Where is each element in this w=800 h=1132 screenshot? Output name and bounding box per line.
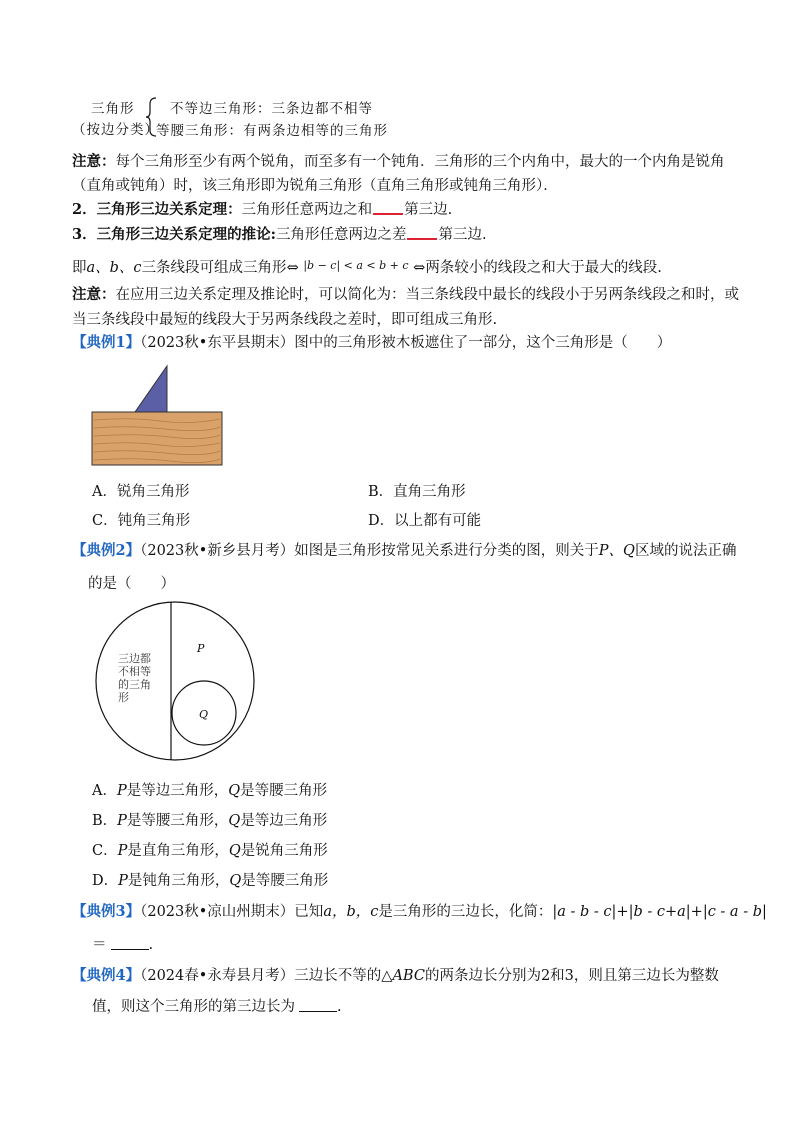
- example-2-question-line-2: 的是（ ）: [88, 576, 175, 592]
- diagram-left-text-1: 三边都: [118, 652, 151, 665]
- diagram-left-text-3: 的三角: [118, 678, 151, 691]
- example-4-question: 【典例4】（2024春•永寿县月考）三边长不等的△ABC的两条边长分别为2和3，则且第三边长为整数: [72, 967, 719, 984]
- equivalence-symbol: ⇔: [413, 260, 426, 276]
- example-1-tag: 【典例1】: [72, 334, 141, 351]
- note-2-label: 注意：: [72, 286, 116, 303]
- example-1-option-b[interactable]: B．直角三角形: [368, 484, 466, 500]
- region-q-label: Q: [199, 708, 209, 721]
- inference-line: 即a、b、c三条线段可组成三角形⇔ |b − c| < a < b + c ⇔两条较小的线段之和大于最大的线段.: [72, 256, 662, 278]
- note-2-line-1: 注意：在应用三边关系定理及推论时，可以简化为：当三条线段中最长的线段小于另两条线段之和时，或: [72, 286, 739, 303]
- note-1-line-2: （直角或钝角）时，该三角形即为锐角三角形（直角三角形或钝角三角形）．: [72, 178, 558, 194]
- example-2-option-d[interactable]: D．P是钝角三角形，Q是等腰三角形: [92, 873, 329, 889]
- answer-blank[interactable]: [373, 199, 403, 215]
- equivalence-symbol: ⇔: [286, 260, 299, 276]
- region-p-label: P: [197, 642, 205, 655]
- classification-label-2: （按边分类）: [72, 122, 159, 138]
- theorem-3: 3．三角形三边关系定理的推论:三角形任意两边之差 第三边.: [72, 226, 487, 243]
- example-4-answer-line: 值，则这个三角形的第三边长为 .: [92, 999, 342, 1015]
- example-3-question: 【典例3】（2023秋•凉山州期末）已知a，b，c是三角形的三边长，化简：|a - b - c|+|b - c+a|+|c - a - b|: [72, 903, 767, 920]
- example-2-option-c[interactable]: C．P是直角三角形，Q是锐角三角形: [92, 843, 328, 859]
- answer-blank[interactable]: [299, 997, 337, 1012]
- classification-label-1: 三角形: [91, 101, 135, 117]
- example-1-option-d[interactable]: D．以上都有可能: [368, 513, 482, 529]
- example-2-option-a[interactable]: A．P是等边三角形，Q是等腰三角形: [92, 783, 328, 799]
- example-3-tag: 【典例3】: [72, 903, 141, 920]
- example-3-answer-line: ＝ .: [92, 937, 154, 953]
- classification-item-1: 不等边三角形：三条边都不相等: [170, 101, 373, 117]
- theorem-2: 2．三角形三边关系定理：三角形任意两边之和 第三边.: [72, 201, 453, 218]
- example-1-option-a[interactable]: A．锐角三角形: [92, 484, 190, 500]
- inequality-expression: |b − c| < a < b + c: [303, 259, 409, 272]
- example-2-question-line-1: 【典例2】（2023秋•新乡县月考）如图是三角形按常见关系进行分类的图，则关于P、Q区域的说法正确: [72, 542, 737, 559]
- answer-blank[interactable]: [407, 224, 437, 240]
- triangle-behind-board-figure: [90, 362, 224, 468]
- example-1-question: 【典例1】（2023秋•东平县期末）图中的三角形被木板遮住了一部分，这个三角形是（ ）: [72, 334, 672, 351]
- diagram-left-text-4: 形: [118, 691, 129, 704]
- classification-item-2: 等腰三角形：有两条边相等的三角形: [156, 123, 388, 139]
- triangle-shape: [135, 366, 167, 412]
- example-4-tag: 【典例4】: [72, 967, 141, 984]
- note-1-label: 注意：: [72, 153, 116, 170]
- absolute-value-expression: |a - b - c|+|b - c+a|+|c - a - b|: [552, 904, 767, 920]
- note-1-line-1: 注意：每个三角形至少有两个锐角，而至多有一个钝角．三角形的三个内角中，最大的一个内角是锐角: [72, 153, 725, 170]
- answer-blank[interactable]: [111, 935, 149, 950]
- example-2-option-b[interactable]: B．P是等腰三角形，Q是等边三角形: [92, 813, 328, 829]
- note-2-line-2: 当三条线段中最短的线段大于另两条线段之差时，即可组成三角形.: [72, 312, 498, 328]
- diagram-left-text-2: 不相等: [118, 665, 151, 678]
- example-1-option-c[interactable]: C．钝角三角形: [92, 513, 191, 529]
- triangle-classification-diagram: [90, 600, 260, 762]
- example-2-tag: 【典例2】: [72, 542, 141, 559]
